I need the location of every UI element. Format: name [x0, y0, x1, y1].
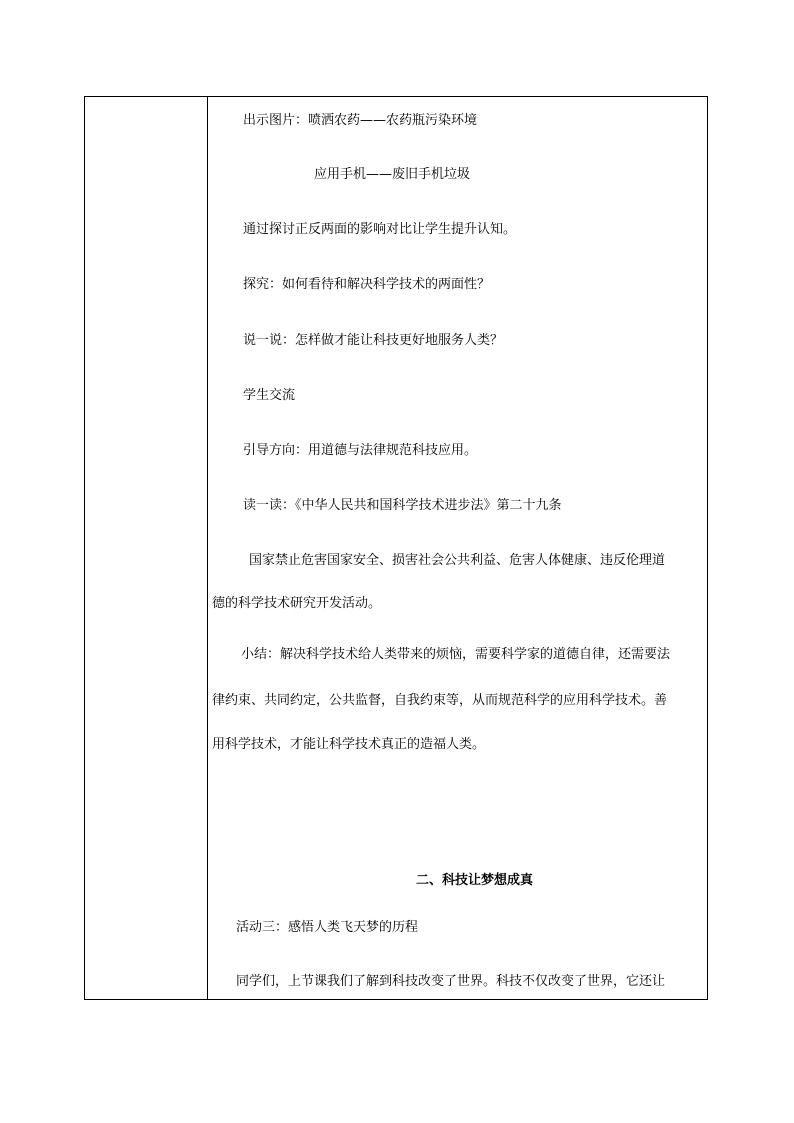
- text-line: 说一说：怎样做才能让科技更好地服务人类？: [243, 333, 504, 348]
- text-line: 学生交流: [243, 388, 296, 403]
- text-line: 读一读：《中华人民共和国科学技术进步法》第二十九条: [243, 498, 562, 513]
- text-line: 用科学技术，才能让科学技术真正的造福人类。: [212, 737, 486, 752]
- section-heading: 二、科技让梦想成真: [416, 873, 534, 888]
- text-line: 应用手机——废旧手机垃圾: [314, 167, 471, 182]
- lesson-table: [84, 96, 708, 1000]
- text-line: 国家禁止危害国家安全、损害社会公共利益、危害人体健康、违反伦理道: [249, 553, 666, 568]
- text-line: 探究：如何看待和解决科学技术的两面性？: [243, 277, 491, 292]
- activity-title: 活动三：感悟人类飞天梦的历程: [236, 920, 419, 935]
- text-line: 通过探讨正反两面的影响对比让学生提升认知。: [243, 222, 517, 237]
- content-cell: [208, 97, 707, 999]
- text-line: 出示图片：喷洒农药——农药瓶污染环境: [243, 113, 478, 128]
- text-line: 小结：解决科学技术给人类带来的烦恼，需要科学家的道德自律，还需要法: [241, 647, 671, 662]
- text-line: 律约束、共同约定，公共监督，自我约束等，从而规范科学的应用科学技术。善: [212, 693, 668, 708]
- text-line: 德的科学技术研究开发活动。: [212, 596, 382, 611]
- text-line: 引导方向：用道德与法律规范科技应用。: [243, 443, 478, 458]
- text-line: 同学们，上节课我们了解到科技改变了世界。科技不仅改变了世界，它还让: [236, 974, 666, 989]
